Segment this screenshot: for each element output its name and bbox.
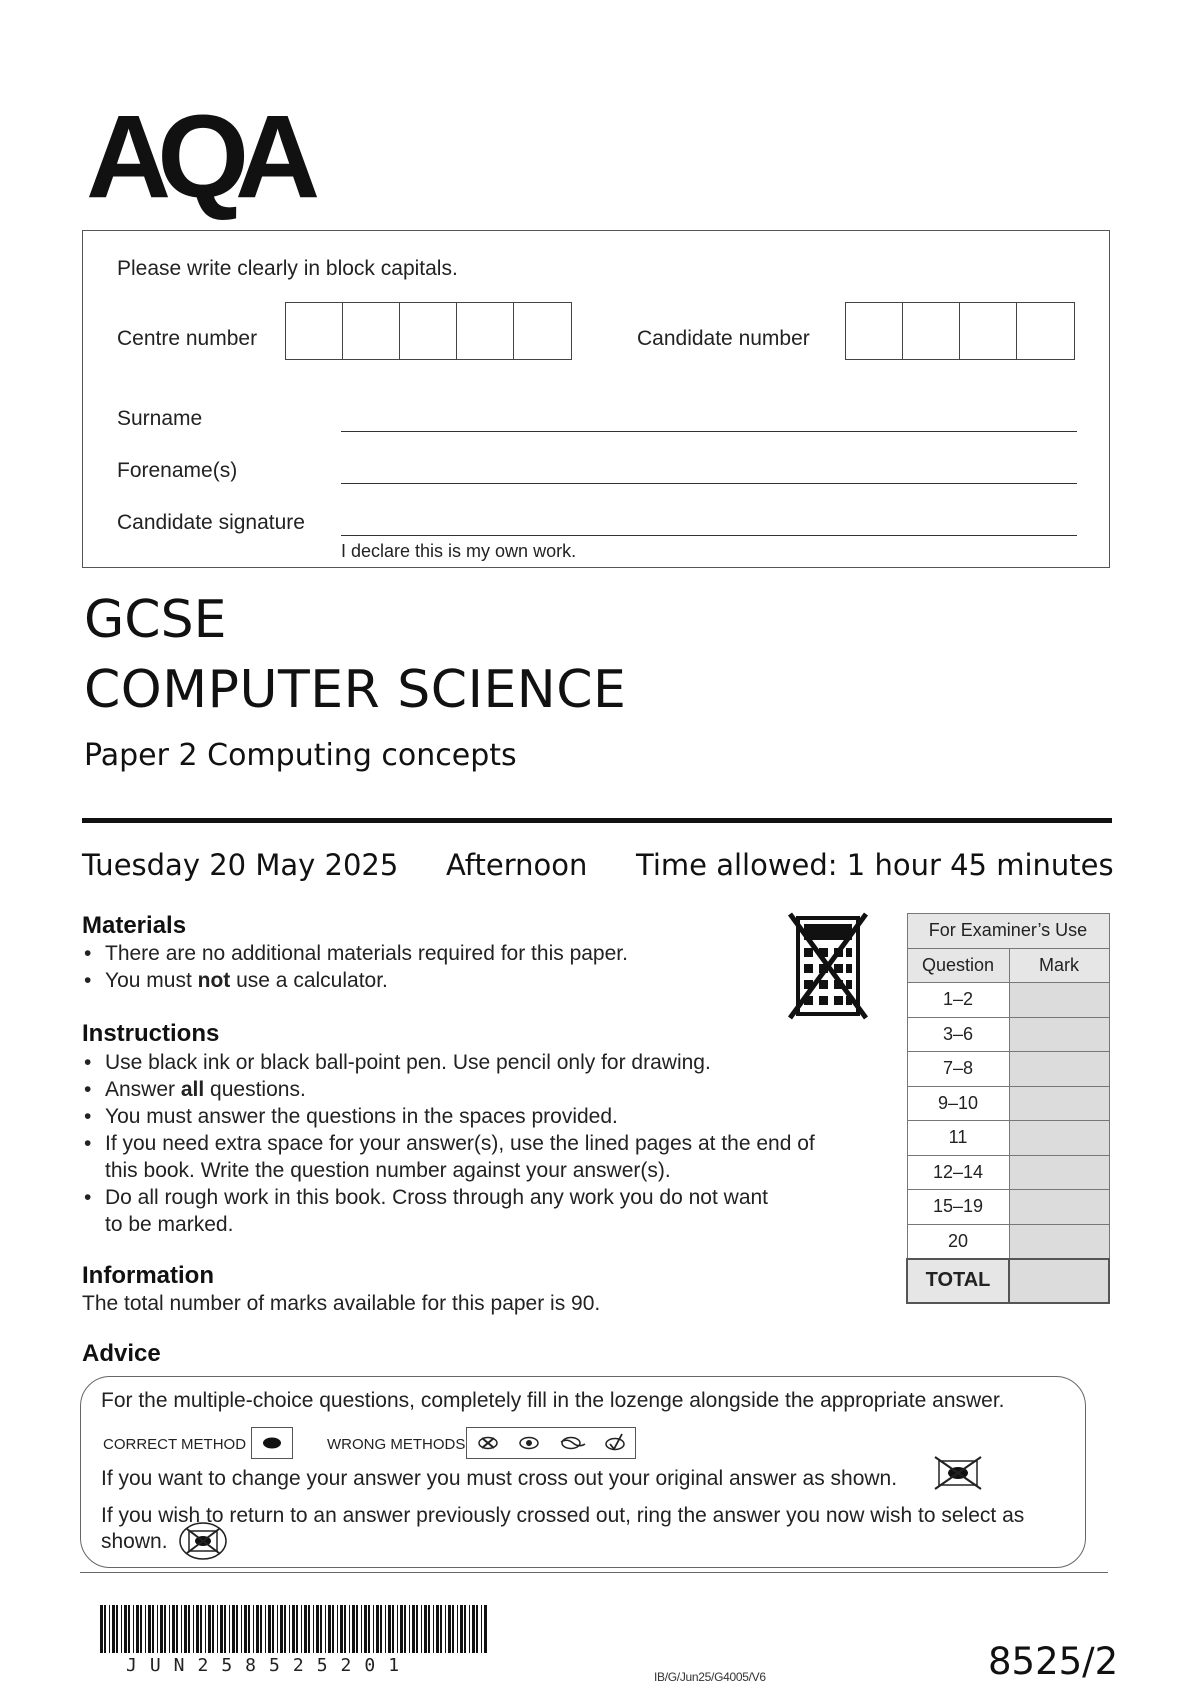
mark-cell: [1009, 1155, 1109, 1190]
advice-box: [80, 1376, 1086, 1568]
ringed-answer-icon: [177, 1519, 229, 1563]
list-item: [82, 1103, 882, 1130]
column-header-question: Question: [907, 948, 1009, 983]
list-item-text: this book. Write the question number against your answer(s).: [105, 1159, 671, 1182]
list-item: [82, 1076, 882, 1103]
list-item-text: Do all rough work in this book. Cross through any work you do not want: [105, 1186, 769, 1209]
table-row: [907, 1224, 1109, 1259]
table-header-row: [907, 948, 1109, 983]
correct-method-example: [251, 1427, 293, 1459]
table-row: [907, 1190, 1109, 1225]
table-row: [907, 1121, 1109, 1156]
instructions-heading: Instructions: [82, 1020, 220, 1047]
question-range: 11: [907, 1121, 1009, 1156]
list-item-text: to be marked.: [105, 1213, 234, 1236]
table-row: [907, 1052, 1109, 1087]
paper-code: 8525/2: [988, 1640, 1119, 1683]
ticked-lozenge-icon: [602, 1432, 628, 1454]
information-heading: Information: [82, 1262, 214, 1289]
advice-heading: Advice: [82, 1340, 161, 1367]
table-row: [907, 1155, 1109, 1190]
mark-cell: [1009, 983, 1109, 1018]
column-header-mark: Mark: [1009, 948, 1109, 983]
candidate-details-box: [82, 230, 1110, 568]
centre-number-boxes[interactable]: [285, 302, 572, 360]
advice-line-3: If you wish to return to an answer previously crossed out, ring the answer you now wish to select as: [101, 1504, 1025, 1527]
mark-cell: [1009, 1190, 1109, 1225]
mark-cell: [1009, 1017, 1109, 1052]
question-range: 15–19: [907, 1190, 1009, 1225]
subject-title: COMPUTER SCIENCE: [84, 660, 627, 720]
candidate-number-digit-box[interactable]: [1017, 303, 1074, 359]
list-item: [82, 1049, 882, 1076]
question-range: 12–14: [907, 1155, 1009, 1190]
list-item-text: Use black ink or black ball-point pen. Use pencil only for drawing.: [105, 1051, 711, 1074]
exam-session: Afternoon: [446, 848, 588, 882]
exam-date: Tuesday 20 May 2025: [82, 848, 399, 882]
dotted-lozenge-icon: [516, 1434, 542, 1452]
candidate-number-digit-box[interactable]: [846, 303, 903, 359]
instructions-list: [82, 1049, 882, 1238]
candidate-number-boxes[interactable]: [845, 302, 1075, 360]
centre-number-digit-box[interactable]: [286, 303, 343, 359]
document-reference: IB/G/Jun25/G4005/V6: [654, 1670, 766, 1684]
emphasis-text: all: [180, 1078, 205, 1101]
list-item-text: There are no additional materials required for this paper.: [105, 942, 628, 965]
paper-title: Paper 2 Computing concepts: [84, 738, 517, 773]
list-item-text: questions.: [204, 1078, 306, 1101]
list-item: [82, 967, 782, 994]
centre-number-digit-box[interactable]: [514, 303, 571, 359]
mark-cell: [1009, 1224, 1109, 1259]
footer-divider: [80, 1572, 1108, 1573]
list-item-text: You must: [105, 969, 198, 992]
correct-method-label: CORRECT METHOD: [103, 1436, 247, 1453]
mark-cell: [1009, 1121, 1109, 1156]
information-text: The total number of marks available for this paper is 90.: [82, 1292, 601, 1315]
time-allowed: Time allowed: 1 hour 45 minutes: [636, 848, 1114, 882]
title-divider: [82, 818, 1112, 823]
declaration-text: I declare this is my own work.: [341, 541, 577, 561]
crossed-lozenge-icon: [475, 1434, 501, 1452]
mark-cell: [1009, 1086, 1109, 1121]
question-range: 7–8: [907, 1052, 1009, 1087]
advice-line-2: If you want to change your answer you must cross out your original answer as shown.: [101, 1467, 898, 1490]
centre-number-digit-box[interactable]: [343, 303, 400, 359]
candidate-number-digit-box[interactable]: [903, 303, 960, 359]
aqa-logo: AQA: [86, 91, 307, 223]
barcode-text: JUN258525201: [126, 1655, 413, 1676]
no-calculator-icon: [786, 910, 870, 1022]
list-item-text: If you need extra space for your answer(s), use the lined pages at the end of: [105, 1132, 815, 1155]
question-range: 20: [907, 1224, 1009, 1259]
list-item-text: use a calculator.: [230, 969, 388, 992]
signature-label: Candidate signature: [117, 511, 305, 534]
examiner-use-table: [906, 913, 1110, 1304]
total-row: [907, 1259, 1109, 1303]
table-row: [907, 983, 1109, 1018]
block-capitals-instruction: Please write clearly in block capitals.: [117, 257, 458, 280]
list-item: [82, 1130, 882, 1184]
list-item: [82, 940, 782, 967]
examiner-table-title: For Examiner’s Use: [907, 914, 1109, 949]
centre-number-digit-box[interactable]: [400, 303, 457, 359]
table-row: [907, 1017, 1109, 1052]
mark-cell: [1009, 1052, 1109, 1087]
total-label: TOTAL: [907, 1259, 1009, 1303]
centre-number-label: Centre number: [117, 327, 258, 350]
forenames-line[interactable]: [341, 483, 1077, 484]
list-item-text: You must answer the questions in the spaces provided.: [105, 1105, 618, 1128]
advice-line-3-end: shown.: [101, 1530, 168, 1553]
forenames-label: Forename(s): [117, 459, 238, 482]
candidate-number-label: Candidate number: [637, 327, 810, 350]
surname-line[interactable]: [341, 431, 1077, 432]
signature-line[interactable]: [341, 535, 1077, 536]
qualification-title: GCSE: [84, 590, 227, 650]
wrong-methods-label: WRONG METHODS: [327, 1436, 466, 1453]
filled-lozenge-icon: [261, 1436, 283, 1450]
question-range: 1–2: [907, 983, 1009, 1018]
candidate-number-digit-box[interactable]: [960, 303, 1017, 359]
materials-heading: Materials: [82, 912, 187, 939]
emphasis-text: not: [197, 969, 231, 992]
surname-label: Surname: [117, 407, 203, 430]
list-item-text: Answer: [105, 1078, 181, 1101]
list-item: [82, 1184, 882, 1238]
scribbled-lozenge-icon: [557, 1434, 587, 1452]
advice-line-1: For the multiple-choice questions, completely fill in the lozenge alongside the appropriate answer.: [101, 1389, 1005, 1412]
barcode-icon: [100, 1605, 490, 1653]
centre-number-digit-box[interactable]: [457, 303, 514, 359]
crossed-out-answer-icon: [933, 1455, 983, 1491]
table-header-row: [907, 914, 1109, 949]
total-mark-cell: [1009, 1259, 1109, 1303]
wrong-methods-examples: [466, 1427, 636, 1459]
question-range: 9–10: [907, 1086, 1009, 1121]
question-range: 3–6: [907, 1017, 1009, 1052]
materials-list: [82, 940, 782, 994]
table-row: [907, 1086, 1109, 1121]
